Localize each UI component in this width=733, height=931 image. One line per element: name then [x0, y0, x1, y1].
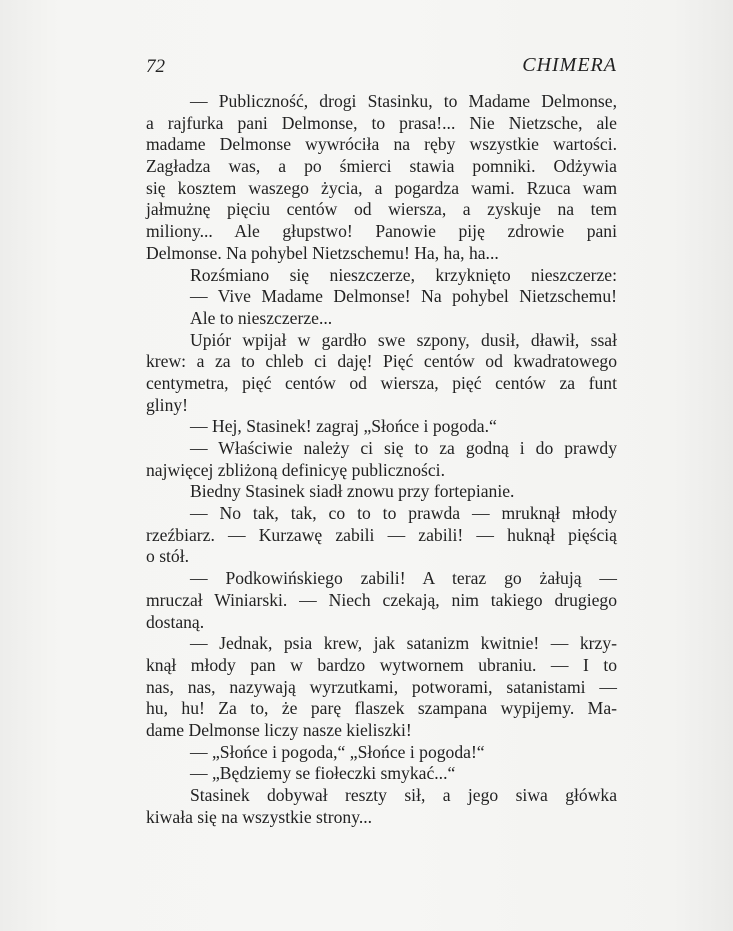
text-line: Zagładza was, a po śmierci stawia pomniki. Odżywia [146, 156, 617, 177]
text-line: dame Delmonse liczy nasze kieliszki! [146, 719, 412, 740]
text-line: — Jednak, psia krew, jak satanizm kwitnie! — krzy- [190, 633, 617, 654]
text-line: — No tak, tak, co to to prawda — mruknął młody [190, 503, 617, 524]
text-line: kiwała się na wszystkie strony... [146, 806, 373, 827]
text-line: — „Słońce i pogoda,“ „Słońce i pogoda!“ [190, 741, 485, 762]
text-line: — Właściwie należy ci się to za godną i do prawdy [190, 438, 617, 458]
text-line: najwięcej zbliżoną definicyę publiczności. [146, 459, 445, 480]
page-number: 72 [146, 56, 165, 77]
text-line: nas, nas, nazywają wyrzutkami, potworami, satanistami — [146, 676, 617, 697]
text-line: Ale to nieszczerze... [190, 307, 333, 328]
text-line: — Vive Madame Delmonse! Na pohybel Nietzschemu! [190, 286, 617, 307]
text-line: knął młody pan w bardzo wytwornem ubraniu. — I to [146, 654, 617, 675]
text-line: centymetra, pięć centów od wiersza, pięć centów za funt [146, 372, 617, 393]
text-line: Stasinek dobywał reszty sił, a jego siwa główka [190, 785, 617, 805]
text-line: miliony... Ale głupstwo! Panowie piję zdrowie pani [146, 221, 617, 242]
text-line: rzeźbiarz. — Kurzawę zabili — zabili! — huknął pięścią [146, 524, 617, 545]
text-line: a rajfurka pani Delmonse, to prasa!... Nie Nietzsche, ale [146, 112, 617, 133]
text-line: jałmużnę pięciu centów od wiersza, a zyskuje na tem [146, 199, 617, 220]
text-line: — Hej, Stasinek! zagraj „Słońce i pogoda.“ [190, 416, 497, 437]
text-line: — Podkowińskiego zabili! A teraz go żałują — [190, 568, 617, 589]
text-line: o stół. [146, 546, 190, 567]
text-line: Biedny Stasinek siadł znowu przy fortepianie. [190, 481, 515, 502]
text-line: mruczał Winiarski. — Niech czekają, nim takiego drugiego [146, 589, 617, 610]
text-line: hu, hu! Za to, że parę flaszek szampana wypijemy. Ma- [146, 698, 617, 719]
body-text [146, 91, 617, 828]
text-line: Upiór wpijał w gardło swe szpony, dusił, dławił, ssał [190, 329, 617, 350]
text-line: madame Delmonse wywróciła na ręby wszystkie wartości. [146, 134, 617, 155]
text-line: gliny! [146, 394, 189, 415]
text-line: się kosztem waszego życia, a pogardza wami. Rzuca wam [146, 177, 617, 198]
text-line: — „Będziemy se fiołeczki smykać...“ [190, 763, 456, 784]
text-line: Delmonse. Na pohybel Nietzschemu! Ha, ha, ha... [146, 242, 499, 263]
text-line: dostaną. [146, 611, 205, 632]
text-line: krew: a za to chleb ci daję! Pięć centów od kwadratowego [146, 351, 617, 372]
text-line: Rozśmiano się nieszczerze, krzyknięto nieszczerze: [190, 264, 617, 285]
running-title: CHIMERA [522, 54, 617, 76]
text-line: — Publiczność, drogi Stasinku, to Madame Delmonse, [190, 91, 617, 111]
